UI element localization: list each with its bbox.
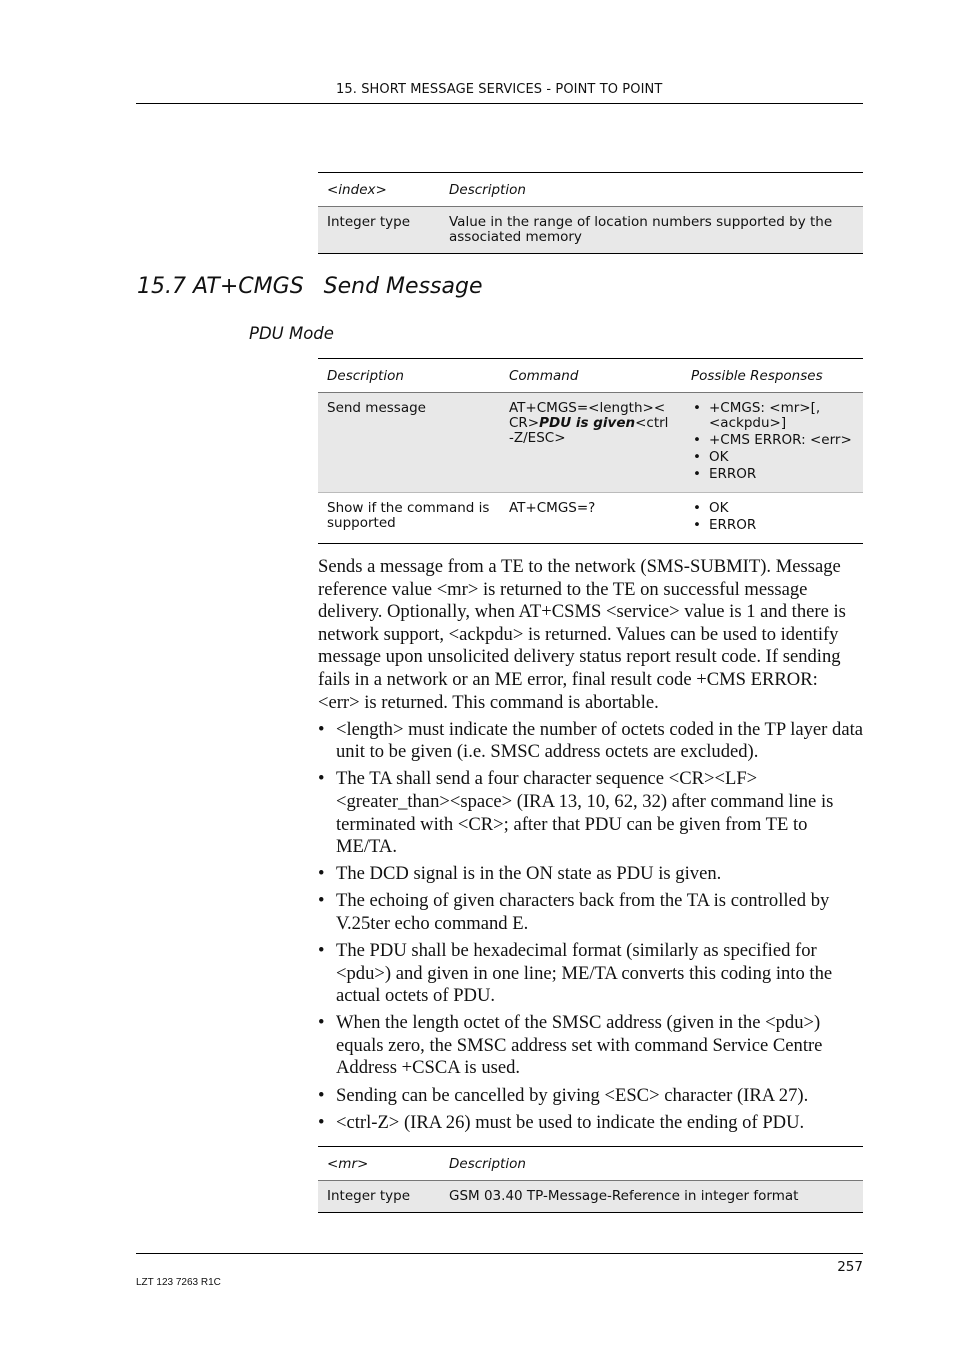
section-name: Send Message	[323, 274, 483, 299]
table-cell-description: Send message	[318, 393, 500, 493]
bullet-item: • <length> must indicate the number of octets coded in the TP layer data unit to be given (i.e. SMSC address octets are excluded).	[318, 719, 863, 764]
running-header: 15. SHORT MESSAGE SERVICES - POINT TO POINT	[336, 82, 663, 97]
command-suffix: <ctrl-Z/ESC>	[509, 415, 669, 446]
response-item: • +CMS ERROR: <err>	[691, 433, 854, 448]
command-prefix: AT+CMGS=<length><CR>	[509, 400, 666, 431]
response-item: • ERROR	[691, 467, 854, 482]
table-cell-command	[500, 393, 682, 493]
table-header-row	[318, 359, 863, 393]
table-header-cell: <mr>	[318, 1147, 440, 1181]
bullet-item: • The echoing of given characters back from the TA is controlled by V.25ter echo command E.	[318, 890, 863, 935]
section-command: 15.7 AT+CMGS	[137, 274, 304, 299]
table-header-cell: <index>	[318, 173, 440, 207]
bullet-item: • <ctrl-Z> (IRA 26) must be used to indicate the ending of PDU.	[318, 1112, 863, 1135]
bullet-list	[318, 719, 863, 1135]
table-cell-description: Value in the range of location numbers supported by the associated memory	[440, 207, 863, 254]
document-id: LZT 123 7263 R1C	[136, 1277, 221, 1288]
command-bold: PDU is given	[539, 415, 636, 431]
bullet-item: • The TA shall send a four character sequence <CR><LF><greater_than><space> (IRA 13, 10, 62, 32) after command line is terminated with <CR>; after that PDU can be given from TE to ME/TA.	[318, 768, 863, 858]
response-list	[691, 401, 854, 482]
body-paragraph: Sends a message from a TE to the network (SMS-SUBMIT). Message reference value <mr> is returned to the TE on successful message delivery. Optionally, when AT+CSMS <service> value is 1 and there is network support, <ackpdu> is returned. Values can be used to identify message upon unsolicited delivery status report result code. If sending fails in a network or an ME error, final result code +CMS ERROR: <err> is returned. This command is abortable.	[318, 556, 846, 713]
subsection-title: PDU Mode	[249, 324, 334, 343]
bullet-item: • When the length octet of the SMSC address (given in the <pdu>) equals zero, the SMSC address set with command Service Centre Address +CSCA is used.	[318, 1012, 863, 1080]
table-header-cell: Description	[440, 1147, 863, 1181]
table-cell-type: Integer type	[318, 1181, 440, 1213]
body-text	[318, 556, 863, 1134]
command-table	[318, 358, 863, 544]
response-item: • +CMGS: <mr>[,<ackpdu>]	[691, 401, 854, 431]
table-header-cell: Possible Responses	[682, 359, 863, 393]
footer-rule	[136, 1253, 863, 1254]
response-item: • OK	[691, 450, 854, 465]
table-cell-responses	[682, 493, 863, 544]
table-row	[318, 1181, 863, 1213]
response-list	[691, 501, 854, 533]
table-cell-description: GSM 03.40 TP-Message-Reference in integer format	[440, 1181, 863, 1213]
table-cell-type: Integer type	[318, 207, 440, 254]
table-header-row	[318, 1147, 863, 1181]
table-row	[318, 493, 863, 544]
mr-table	[318, 1146, 863, 1213]
table-header-cell: Description	[318, 359, 500, 393]
response-item: • ERROR	[691, 518, 854, 533]
response-item: • OK	[691, 501, 854, 516]
table-header-cell: Command	[500, 359, 682, 393]
table-row	[318, 393, 863, 493]
header-rule	[136, 103, 863, 104]
page-number: 257	[837, 1259, 863, 1275]
table-header-cell: Description	[440, 173, 863, 207]
table-cell-description: Show if the command is supported	[318, 493, 500, 544]
bullet-item: • The DCD signal is in the ON state as PDU is given.	[318, 863, 863, 886]
index-table	[318, 172, 863, 254]
table-cell-command: AT+CMGS=?	[500, 493, 682, 544]
table-header-row	[318, 173, 863, 207]
bullet-item: • Sending can be cancelled by giving <ESC> character (IRA 27).	[318, 1085, 863, 1108]
table-row	[318, 207, 863, 254]
bullet-item: • The PDU shall be hexadecimal format (similarly as specified for <pdu>) and given in one line; ME/TA converts this coding into the actual octets of PDU.	[318, 940, 863, 1008]
section-title	[137, 274, 482, 299]
table-cell-responses	[682, 393, 863, 493]
